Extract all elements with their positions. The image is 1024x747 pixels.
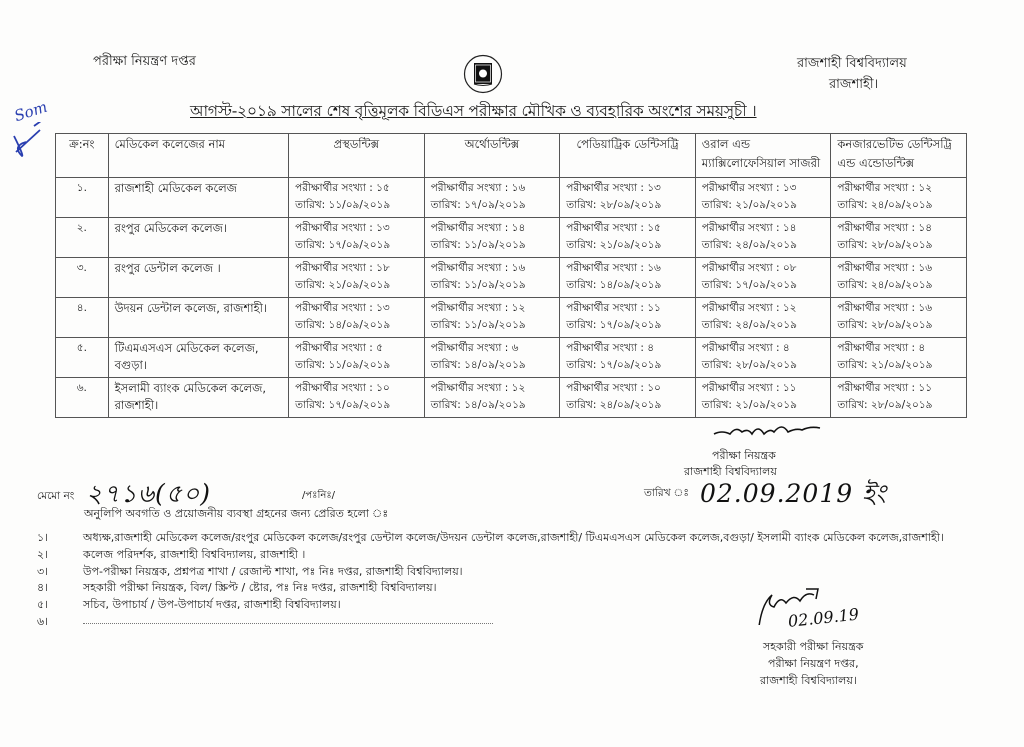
- list-item-number: ২।: [37, 547, 49, 561]
- city-name: রাজশাহী।: [829, 77, 879, 92]
- exam-date: তারিখ: ২৪/০৯/২০১৯: [701, 319, 797, 331]
- schedule-cell: [695, 298, 831, 338]
- college-name: ইসলামী ব্যাংক মেডিকেল কলেজ, রাজশাহী।: [108, 378, 288, 418]
- examinee-count: পরীক্ষার্থীর সংখ্যা : ১২: [430, 302, 526, 314]
- header-conservative: কনজারভেটিভ ডেন্টিসট্রি এন্ড এন্ডোডন্টিক্স: [831, 134, 967, 178]
- exam-date: তারিখ: ১১/০৯/২০১৯: [295, 199, 391, 211]
- exam-date: তারিখ: ২৮/০৯/২০১৯: [566, 199, 662, 211]
- college-name: টিএমএসএস মেডিকেল কলেজ, বগুড়া।: [108, 338, 288, 378]
- list-item: [37, 546, 944, 563]
- list-item-text: উপ-পরীক্ষা নিয়ন্ত্রক, প্রশ্নপত্র শাখা / রেজাল্ট শাখা, পঃ নিঃ দপ্তর, রাজশাহী বিশ্ববিদ্যালয়।: [83, 564, 463, 578]
- date-label: তারিখ ঃ: [644, 487, 689, 499]
- examinee-count: পরীক্ষার্থীর সংখ্যা : ১০: [566, 382, 661, 394]
- blank-dotted-line: [83, 613, 493, 624]
- examinee-count: পরীক্ষার্থীর সংখ্যা : ১৮: [295, 262, 390, 274]
- serial-number: ৪.: [56, 298, 109, 338]
- examinee-count: পরীক্ষার্থীর সংখ্যা : ১২: [701, 302, 797, 314]
- university-name: রাজশাহী বিশ্ববিদ্যালয়: [797, 56, 907, 71]
- exam-date: তারিখ: ২১/০৯/২০১৯: [837, 359, 933, 371]
- list-item-number: ৬।: [37, 614, 49, 628]
- header-college: মেডিকেল কলেজের নাম: [108, 134, 288, 178]
- examinee-count: পরীক্ষার্থীর সংখ্যা : ১৬: [430, 262, 526, 274]
- exam-date: তারিখ: ১৭/০৯/২০১৯: [295, 239, 391, 251]
- exam-date: তারিখ: ১৪/০৯/২০১৯: [566, 279, 662, 291]
- college-name: রাজশাহী মেডিকেল কলেজ: [108, 178, 288, 218]
- schedule-cell: [289, 338, 425, 378]
- exam-date: তারিখ: ২৪/০৯/২০১৯: [837, 199, 933, 211]
- examinee-count: পরীক্ষার্থীর সংখ্যা : ১৩: [566, 182, 661, 194]
- table-row: [56, 338, 967, 378]
- exam-date: তারিখ: ২৪/০৯/২০১৯: [701, 239, 797, 251]
- exam-date: তারিখ: ২১/০৯/২০১৯: [701, 399, 797, 411]
- exam-date: তারিখ: ২১/০৯/২০১৯: [295, 279, 391, 291]
- examinee-count: পরীক্ষার্থীর সংখ্যা : ০৮: [701, 262, 797, 274]
- controller-signature: [712, 420, 822, 442]
- exam-date: তারিখ: ১৭/০৯/২০১৯: [295, 399, 391, 411]
- list-item-text: সচিব, উপাচার্য / উপ-উপাচার্য দপ্তর, রাজশাহী বিশ্ববিদ্যালয়।: [83, 598, 341, 612]
- memo-number-handwritten: ২৭১৬(৫০): [86, 479, 211, 508]
- exam-date: তারিখ: ১৪/০৯/২০১৯: [430, 359, 526, 371]
- schedule-cell: [695, 178, 831, 218]
- header-serial: ক্র:নং: [56, 134, 109, 178]
- schedule-cell: [289, 178, 425, 218]
- serial-number: ৩.: [56, 258, 109, 298]
- schedule-cell: [424, 218, 560, 258]
- schedule-cell: [831, 298, 967, 338]
- schedule-cell: [289, 218, 425, 258]
- examinee-count: পরীক্ষার্থীর সংখ্যা : ১৬: [566, 262, 661, 274]
- schedule-cell: [424, 258, 560, 298]
- exam-date: তারিখ: ২১/০৯/২০১৯: [701, 199, 797, 211]
- list-item-text: কলেজ পরিদর্শক, রাজশাহী বিশ্ববিদ্যালয়, রাজশাহী ।: [83, 547, 306, 561]
- header-prosthodontics: প্রস্থডন্টিক্স: [289, 134, 425, 178]
- schedule-cell: [831, 338, 967, 378]
- examinee-count: পরীক্ষার্থীর সংখ্যা : ৫: [295, 342, 383, 354]
- table-row: [56, 258, 967, 298]
- exam-date: তারিখ: ১১/০৯/২০১৯: [430, 239, 526, 251]
- list-item-number: ৪।: [37, 581, 49, 595]
- college-name: রংপুর ডেন্টাল কলেজ ।: [108, 258, 288, 298]
- schedule-cell: [424, 178, 560, 218]
- exam-date: তারিখ: ১১/০৯/২০১৯: [430, 279, 526, 291]
- exam-date: তারিখ: ১৭/০৯/২০১৯: [430, 199, 526, 211]
- controller-university: রাজশাহী বিশ্ববিদ্যালয়: [684, 465, 777, 478]
- assistant-controller-university: রাজশাহী বিশ্ববিদ্যালয়।: [760, 674, 857, 687]
- schedule-cell: [831, 178, 967, 218]
- serial-number: ৫.: [56, 338, 109, 378]
- schedule-cell: [424, 378, 560, 418]
- examinee-count: পরীক্ষার্থীর সংখ্যা : ১১: [566, 302, 661, 314]
- schedule-cell: [695, 218, 831, 258]
- exam-schedule-table: [55, 133, 967, 418]
- examinee-count: পরীক্ষার্থীর সংখ্যা : ১৪: [837, 222, 933, 234]
- examinee-count: পরীক্ষার্থীর সংখ্যা : ১০: [295, 382, 390, 394]
- document-title: আগস্ট-২০১৯ সালের শেষ বৃত্তিমূলক বিডিএস পরীক্ষার মৌখিক ও ব্যবহারিক অংশের সময়সুচী ।: [190, 102, 757, 120]
- assistant-controller-signature-date: 02.09.19: [787, 604, 860, 631]
- examinee-count: পরীক্ষার্থীর সংখ্যা : ১৩: [701, 182, 797, 194]
- examinee-count: পরীক্ষার্থীর সংখ্যা : ১২: [837, 182, 933, 194]
- handwritten-check-mark: [10, 122, 50, 158]
- examinee-count: পরীক্ষার্থীর সংখ্যা : ১৪: [430, 222, 526, 234]
- list-item-text: অধ্যক্ষ,রাজশাহী মেডিকেল কলেজ/রংপুর মেডিকেল কলেজ/রংপুর ডেন্টাল কলেজ/উদয়ন ডেন্টাল কলেজ,রাজশাহী/ টিএমএসএস মেডিকেল কলেজ,বগুড়া/ ইসলামী ব্যাংক মেডিকেল কলেজ,রাজশাহী।: [83, 531, 944, 544]
- table-row: [56, 298, 967, 338]
- schedule-cell: [560, 258, 696, 298]
- exam-date: তারিখ: ১১/০৯/২০১৯: [295, 359, 391, 371]
- schedule-cell: [289, 298, 425, 338]
- table-row: [56, 378, 967, 418]
- examinee-count: পরীক্ষার্থীর সংখ্যা : ৪: [701, 342, 790, 354]
- schedule-cell: [831, 218, 967, 258]
- examinee-count: পরীক্ষার্থীর সংখ্যা : ১১: [701, 382, 797, 394]
- examinee-count: পরীক্ষার্থীর সংখ্যা : ৪: [566, 342, 655, 354]
- examinee-count: পরীক্ষার্থীর সংখ্যা : ১২: [430, 382, 526, 394]
- examinee-count: পরীক্ষার্থীর সংখ্যা : ১৬: [430, 182, 526, 194]
- memo-label: মেমো নং: [37, 490, 75, 502]
- assistant-controller-title: সহকারী পরীক্ষা নিয়ন্ত্রক: [763, 640, 864, 653]
- examinee-count: পরীক্ষার্থীর সংখ্যা : ১৪: [701, 222, 797, 234]
- examinee-count: পরীক্ষার্থীর সংখ্যা : ১৫: [566, 222, 661, 234]
- examinee-count: পরীক্ষার্থীর সংখ্যা : ৬: [430, 342, 519, 354]
- schedule-cell: [289, 378, 425, 418]
- schedule-cell: [560, 298, 696, 338]
- handwritten-annotation: Som: [12, 97, 50, 126]
- memo-suffix: /পঃনিঃ/: [302, 490, 336, 501]
- exam-date: তারিখ: ১১/০৯/২০১৯: [430, 319, 526, 331]
- schedule-cell: [560, 178, 696, 218]
- header-oral-surgery: ওরাল এন্ড ম্যাক্সিলোফেসিয়াল সাজরী: [695, 134, 831, 178]
- header-orthodontics: অর্থোডন্টিক্স: [424, 134, 560, 178]
- exam-date: তারিখ: ১৭/০৯/২০১৯: [701, 279, 797, 291]
- copy-intro: অনুলিপি অবগতি ও প্রয়োজনীয় ব্যবস্থা গ্রহনের জন্য প্রেরিত হলো ঃ: [84, 507, 389, 520]
- exam-date: তারিখ: ২৮/০৯/২০১৯: [837, 239, 933, 251]
- schedule-cell: [424, 338, 560, 378]
- exam-date: তারিখ: ২৪/০৯/২০১৯: [566, 399, 662, 411]
- exam-date: তারিখ: ১৭/০৯/২০১৯: [566, 319, 662, 331]
- list-item-text: সহকারী পরীক্ষা নিয়ন্ত্রক, বিল/ স্ক্রিপ্ট / ষ্টোর, পঃ নিঃ দপ্তর, রাজশাহী বিশ্ববিদ্যালয়।: [83, 581, 437, 595]
- list-item: [37, 529, 944, 546]
- examinee-count: পরীক্ষার্থীর সংখ্যা : ১৩: [295, 222, 390, 234]
- examinee-count: পরীক্ষার্থীর সংখ্যা : ১৬: [837, 262, 933, 274]
- examinee-count: পরীক্ষার্থীর সংখ্যা : ১৩: [295, 302, 390, 314]
- schedule-cell: [560, 338, 696, 378]
- serial-number: ২.: [56, 218, 109, 258]
- exam-date: তারিখ: ২৮/০৯/২০১৯: [837, 399, 933, 411]
- assistant-controller-office: পরীক্ষা নিয়ন্ত্রণ দপ্তর,: [768, 657, 859, 670]
- exam-date: তারিখ: ১৪/০৯/২০১৯: [430, 399, 526, 411]
- schedule-cell: [560, 378, 696, 418]
- schedule-cell: [831, 378, 967, 418]
- schedule-cell: [831, 258, 967, 298]
- exam-date: তারিখ: ১৪/০৯/২০১৯: [295, 319, 391, 331]
- list-item-number: ৩।: [37, 564, 49, 578]
- exam-date: তারিখ: ২৮/০৯/২০১৯: [837, 319, 933, 331]
- exam-date: তারিখ: ১৭/০৯/২০১৯: [566, 359, 662, 371]
- serial-number: ১.: [56, 178, 109, 218]
- college-name: উদয়ন ডেন্টাল কলেজ, রাজশাহী।: [108, 298, 288, 338]
- college-name: রংপুর মেডিকেল কলেজ।: [108, 218, 288, 258]
- table-row: [56, 218, 967, 258]
- examinee-count: পরীক্ষার্থীর সংখ্যা : ৪: [837, 342, 926, 354]
- university-seal-icon: [463, 54, 503, 94]
- schedule-cell: [560, 218, 696, 258]
- date-handwritten: 02.09.2019 ইং: [700, 479, 887, 508]
- exam-date: তারিখ: ২৪/০৯/২০১৯: [837, 279, 933, 291]
- schedule-cell: [695, 378, 831, 418]
- table-row: [56, 178, 967, 218]
- table-header-row: [56, 134, 967, 178]
- list-item-number: ৫।: [37, 598, 49, 612]
- schedule-cell: [695, 258, 831, 298]
- examinee-count: পরীক্ষার্থীর সংখ্যা : ১১: [837, 382, 933, 394]
- controller-title: পরীক্ষা নিয়ন্ত্রক: [712, 449, 776, 462]
- examinee-count: পরীক্ষার্থীর সংখ্যা : ১৬: [837, 302, 933, 314]
- office-name: পরীক্ষা নিয়ন্ত্রণ দপ্তর: [93, 54, 196, 69]
- examinee-count: পরীক্ষার্থীর সংখ্যা : ১৫: [295, 182, 390, 194]
- exam-date: তারিখ: ২৮/০৯/২০১৯: [701, 359, 797, 371]
- header-pediatric: পেডিয়াট্রিক ডেন্টিসট্রি: [560, 134, 696, 178]
- schedule-cell: [289, 258, 425, 298]
- exam-date: তারিখ: ২১/০৯/২০১৯: [566, 239, 662, 251]
- schedule-cell: [424, 298, 560, 338]
- list-item-number: ১।: [37, 531, 49, 544]
- list-item: [37, 563, 944, 580]
- serial-number: ৬.: [56, 378, 109, 418]
- schedule-cell: [695, 338, 831, 378]
